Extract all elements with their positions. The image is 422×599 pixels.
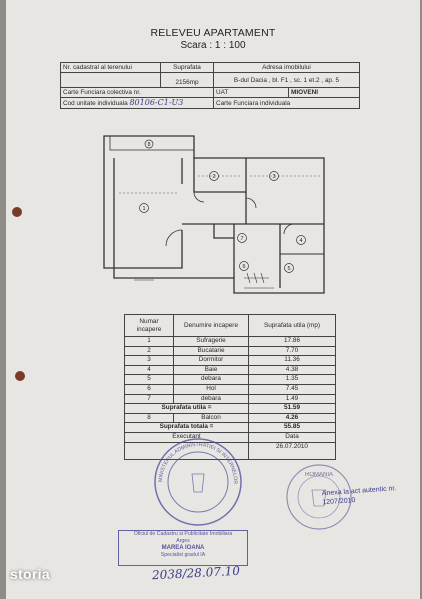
property-info-table <box>60 62 360 109</box>
bottom-handwritten-number: 2038/28.07.10 <box>151 563 241 583</box>
uat-label: UAT <box>214 88 289 98</box>
document-scale: Scara : 1 : 100 <box>180 40 246 51</box>
data-label: Data <box>249 432 336 442</box>
cod-handwritten: 80106-C1-U3 <box>129 98 184 107</box>
row-area: 1.35 <box>249 375 336 385</box>
row-area: 1.49 <box>249 394 336 404</box>
cod-unitate-cell <box>61 98 214 109</box>
row-area: 11.36 <box>249 356 336 366</box>
cod-label: Cod unitate individuala <box>63 100 128 107</box>
office-name: MAREA IOANA <box>161 545 205 551</box>
cadastral-label: Nr. cadastral al terenului <box>61 63 161 73</box>
document-title: RELEVEU APARTAMENT <box>150 27 276 39</box>
row-nr: 2 <box>125 346 174 356</box>
carte-colectiva-label: Carte Funciara colectiva nr. <box>61 88 214 98</box>
surface-value: 2156mp <box>161 73 214 88</box>
total-label: Suprafata totala = <box>125 423 249 433</box>
office-line-2: Arges <box>176 538 190 544</box>
floor-plan <box>94 128 334 298</box>
row-name: Hol <box>174 384 249 394</box>
executant-label: Executant <box>125 432 249 442</box>
surface-label: Suprafata <box>161 63 214 73</box>
table-row <box>125 375 336 385</box>
util-value: 51.59 <box>249 404 336 414</box>
row-name: Baie <box>174 365 249 375</box>
plan-room-3: 3 <box>272 174 276 180</box>
plan-room-2: 2 <box>212 174 216 180</box>
ministry-stamp-text: MINISTERUL ADMINISTRATIEI SI INTERNELOR <box>157 441 239 485</box>
plan-room-7: 7 <box>240 236 244 242</box>
table-row <box>125 384 336 394</box>
util-label: Suprafata utila = <box>125 404 249 414</box>
row-nr: 7 <box>125 394 174 404</box>
table-row <box>125 346 336 356</box>
office-line-1: Oficiul de Cadastru si Publicitate Imobiliara <box>133 531 233 537</box>
balcon-label: Balcon <box>174 413 249 423</box>
row-nr: 1 <box>125 337 174 347</box>
romania-stamp-text: ROMANIA <box>304 472 334 478</box>
plan-room-5: 5 <box>287 266 291 272</box>
table-row <box>125 394 336 404</box>
table-row <box>125 356 336 366</box>
annex-note: Anexa la act autentic nr. 1207/2010 <box>321 485 397 507</box>
row-name: Sufragerie <box>174 337 249 347</box>
office-role: Specialist gradul IA <box>160 552 206 558</box>
address-value: B-dul Dacia , bl. F1 , sc. 1 et.2 , ap. 5 <box>214 73 360 88</box>
row-name: debara <box>174 375 249 385</box>
row-area: 17.86 <box>249 337 336 347</box>
row-area: 4.38 <box>249 365 336 375</box>
header-nr: Numar incapere <box>125 315 174 337</box>
document-page <box>6 0 420 599</box>
util-row <box>125 404 336 414</box>
balcon-row <box>125 413 336 423</box>
row-name: Dormitor <box>174 356 249 366</box>
header-area: Suprafata utila (mp) <box>249 315 336 337</box>
table-row <box>125 337 336 347</box>
cadastre-office-stamp <box>118 530 248 566</box>
svg-text:MINISTERUL ADMINISTRATIEI SI I <box>158 442 238 484</box>
date-value: 26.07.2010 <box>249 442 336 459</box>
plan-room-6: 6 <box>242 264 246 270</box>
carte-individuala-label: Carte Funciara individuala <box>214 98 360 109</box>
row-nr: 4 <box>125 365 174 375</box>
row-area: 7.45 <box>249 384 336 394</box>
row-nr: 3 <box>125 356 174 366</box>
address-label: Adresa imobilului <box>214 63 360 73</box>
balcon-nr: 8 <box>125 413 174 423</box>
total-value: 55.85 <box>249 423 336 433</box>
row-name: debara <box>174 394 249 404</box>
binder-hole-top <box>12 207 22 217</box>
uat-value: MIOVENI <box>289 88 360 98</box>
ministry-stamp <box>152 436 244 528</box>
balcon-value: 4.26 <box>249 413 336 423</box>
row-area: 7.70 <box>249 346 336 356</box>
total-row <box>125 423 336 433</box>
row-nr: 5 <box>125 375 174 385</box>
plan-room-8: 8 <box>147 142 151 148</box>
row-name: Bucatarie <box>174 346 249 356</box>
plan-room-1: 1 <box>142 206 146 212</box>
row-nr: 6 <box>125 384 174 394</box>
table-row <box>125 365 336 375</box>
header-name: Denumire incapere <box>174 315 249 337</box>
binder-hole-bottom <box>15 371 25 381</box>
plan-room-4: 4 <box>299 238 303 244</box>
storia-watermark: storia <box>10 566 50 582</box>
